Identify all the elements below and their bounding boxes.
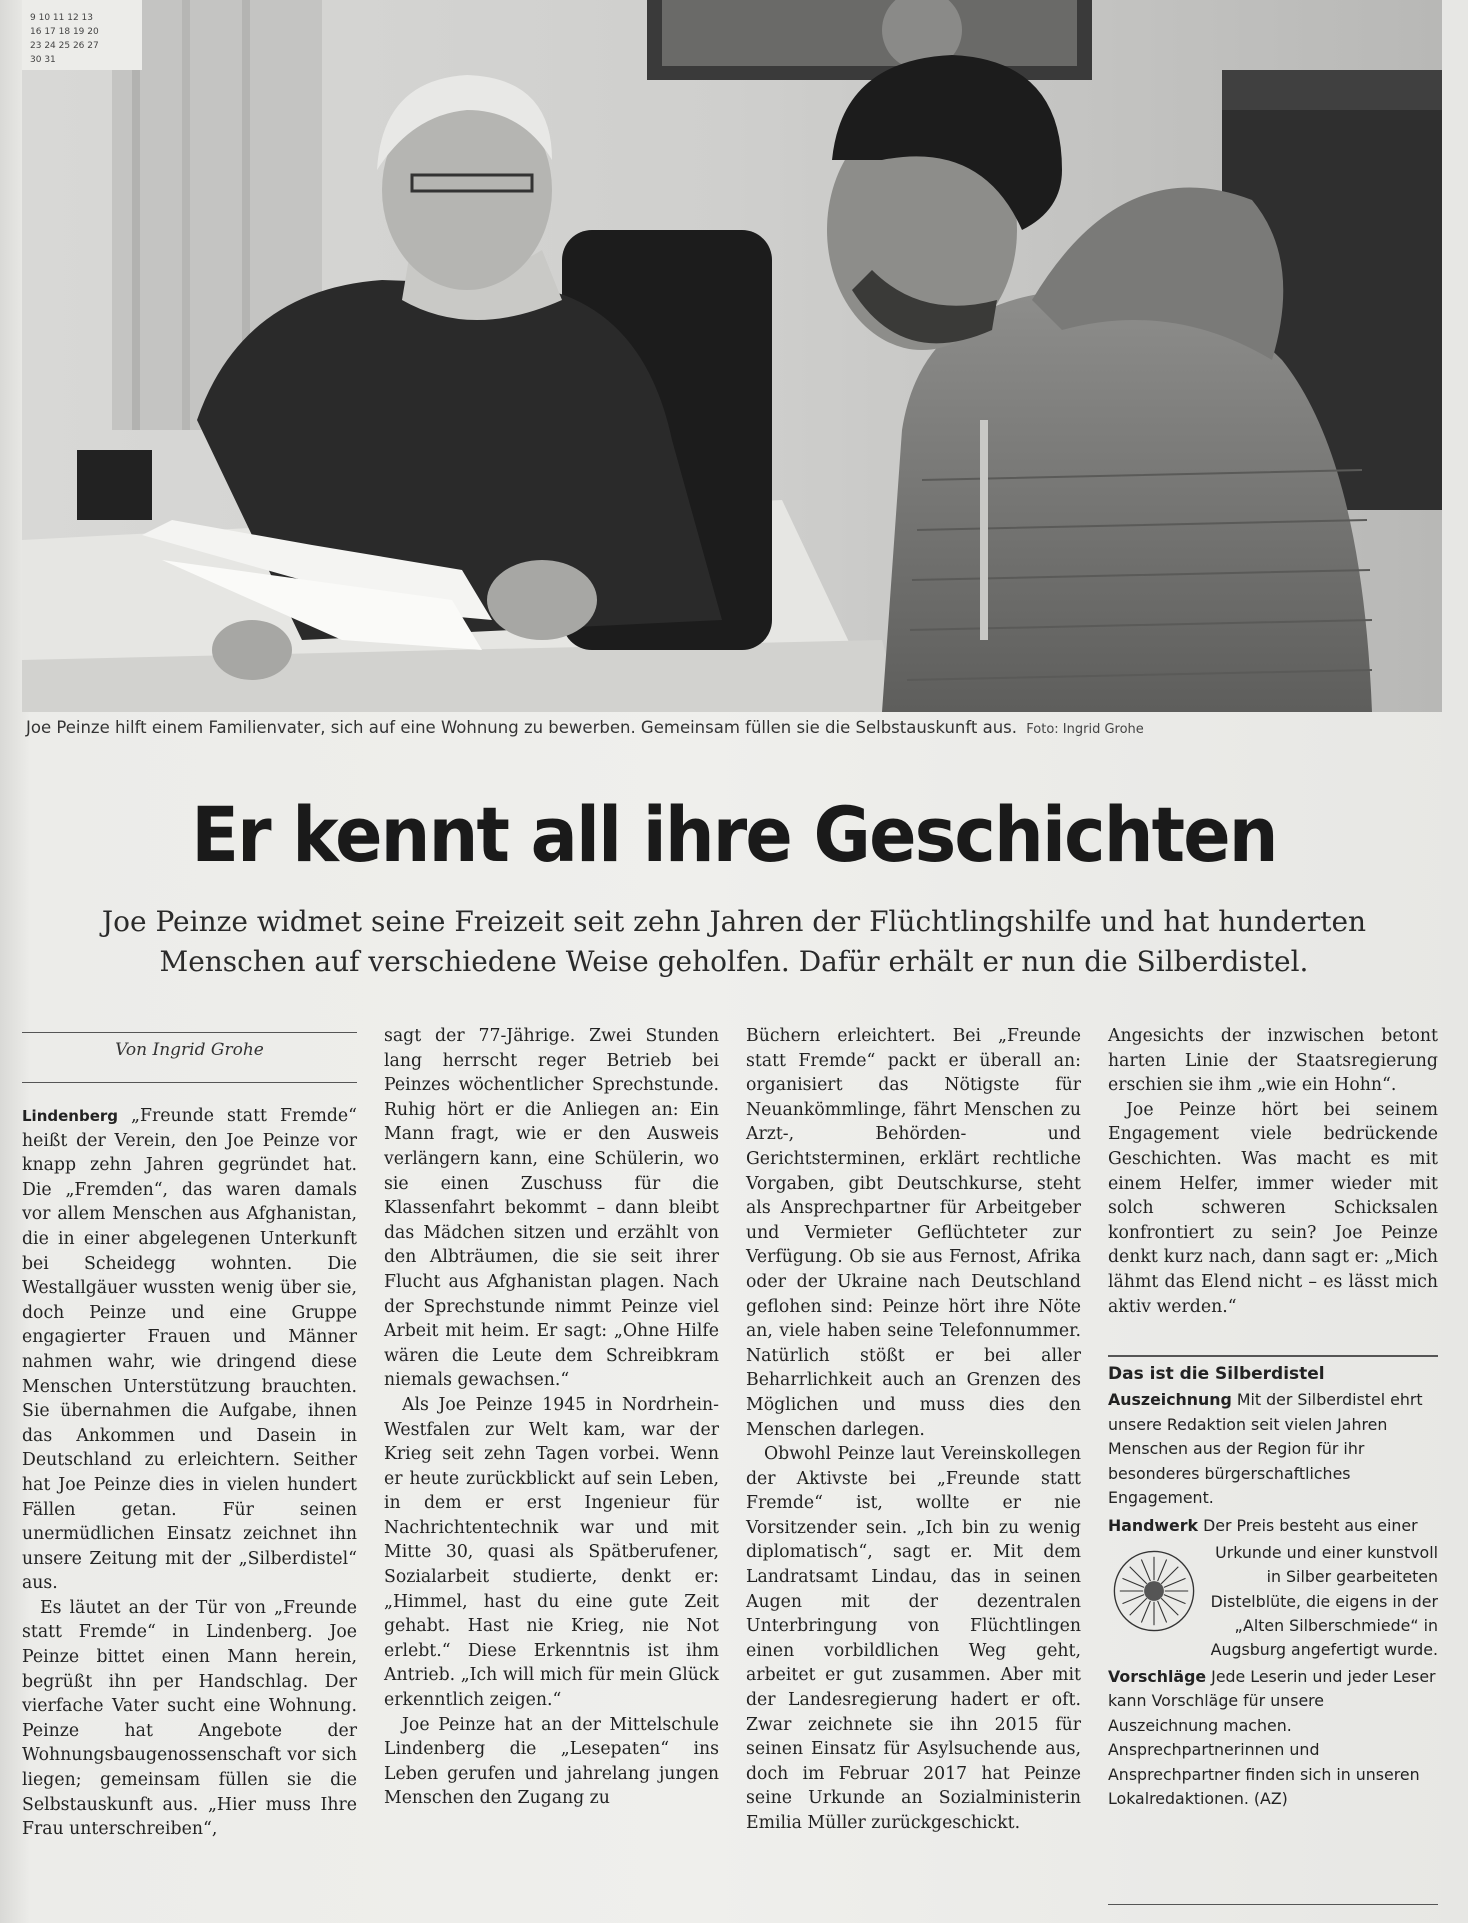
article-paragraph bbox=[22, 1104, 357, 1596]
section-text: Urkunde und einer kunstvoll in Silber gearbeiteten Distelblüte, die eigens in der „Alten Silberschmiede“ in Augsburg angefertigt wurde. bbox=[1210, 1542, 1438, 1660]
article-photo bbox=[22, 0, 1442, 712]
article-paragraph: Büchern erleichtert. Bei „Freunde statt Fremde“ packt er überall an: organisiert das Nötigste für Neuankömmlinge, fährt Menschen zu Arzt-, Behörden- und Gerichtsterminen, erklärt rechtliche Vorgaben, gibt Deutschkurse, steht als Ansprechpartner für Arbeitgeber und Vermieter Geflüchteter zur Verfügung. Ob sie aus Fernost, Afrika oder der Ukraine nach Deutschland geflohen sind: Peinze hört ihre Nöte an, viele haben seine Telefonnummer. Natürlich stößt er bei aller Beharrlichkeit auch an Grenzen des Möglichen und muss dies den Menschen darlegen. bbox=[746, 1026, 1081, 1440]
photo-illustration bbox=[22, 0, 1442, 712]
article-paragraph: Als Joe Peinze 1945 in Nordrhein-Westfalen zur Welt kam, war der Krieg seit zehn Tagen vorbei. Wenn er heute zurückblickt auf sein Leben, in dem er erst Ingenieur für Nachrichtentechnik war und mit Mitte 30, quasi als Spätberufener, Sozialarbeit studierte, denkt er: „Himmel, hast du eine gute Zeit gehabt. Hast nie Krieg, nie Not erlebt.“ Diese Erkenntnis ist ihm Antrieb. „Ich will mich für mein Glück erkenntlich zeigen.“ bbox=[384, 1394, 719, 1711]
article-paragraph: Angesichts der inzwischen betont harten Linie der Staatsregierung erschien sie ihm „wie ein Hohn“. bbox=[1108, 1026, 1438, 1096]
article-column-4 bbox=[1108, 1024, 1438, 1319]
byline-rule-bottom bbox=[22, 1082, 357, 1083]
photo-caption bbox=[26, 718, 1406, 737]
paragraph-text: „Freunde statt Fremde“ heißt der Verein, den Joe Peinze vor knapp zehn Jahren gegründet hat. Die „Fremden“, das waren damals vor allem Menschen aus Afghanistan, die in einer abgelegenen Unterkunft bei Scheidegg wohnten. Die Westallgäuer wussten wenig über sie, doch Peinze und eine Gruppe engagierter Frauen und Männer nahmen wahr, wie dringend diese Menschen Unterstützung brauchten. Sie übernahmen die Aufgabe, ihnen das Ankommen und Dasein in Deutschland zu erleichtern. Seither hat Joe Peinze dies in vielen hundert Fällen getan. Für seinen unermüdlichen Einsatz zeichnet ihn unsere Zeitung mit der „Silberdistel“ aus. bbox=[22, 1106, 357, 1594]
calendar-row-4: 30 31 bbox=[30, 55, 56, 65]
byline-rule-top bbox=[22, 1032, 357, 1033]
section-text: Mit der Silberdistel ehrt unsere Redaktion seit vielen Jahren Menschen aus der Region für ihr besonderes bürgerschaftliches Engagement. bbox=[1108, 1390, 1423, 1508]
section-label: Auszeichnung bbox=[1108, 1390, 1232, 1410]
handwerk-detail bbox=[1108, 1541, 1438, 1663]
dateline: Lindenberg bbox=[22, 1107, 119, 1125]
photo-credit: Foto: Ingrid Grohe bbox=[1026, 722, 1144, 737]
article-paragraph: sagt der 77-Jährige. Zwei Stunden lang herrscht reger Betrieb bei Peinzes wöchentlicher Sprechstunde. Ruhig hört er die Anliegen an: Ein Mann fragt, wie er den Ausweis verlängern kann, eine Schülerin, wo sie einen Zuschuss für die Klassenfahrt bekommt – dann bleibt das Mädchen sitzen und erzählt von den Albträumen, die sie seit ihrer Flucht aus Afghanistan plagen. Nach der Sprechstunde nimmt Peinze viel Arbeit mit heim. Er sagt: „Ohne Hilfe wären die Leute dem Schreibkram niemals gewachsen.“ bbox=[384, 1026, 719, 1391]
article-column-1 bbox=[22, 1104, 357, 1842]
section-text: Jede Leserin und jeder Leser kann Vorschläge für unsere Auszeichnung machen. Ansprechpartnerinnen und Ansprechpartner finden sich in unseren Lokalredaktionen. (AZ) bbox=[1108, 1666, 1436, 1808]
silberdistel-emblem bbox=[1108, 1541, 1200, 1641]
infobox-rule-top bbox=[1108, 1355, 1438, 1357]
article-paragraph: Joe Peinze hat an der Mittelschule Lindenberg die „Lesepaten“ ins Leben gerufen und jahrelang jungen Menschen den Zugang zu bbox=[384, 1714, 719, 1809]
silberdistel-infobox bbox=[1108, 1362, 1438, 1811]
calendar-row-1: 9 10 11 12 13 bbox=[30, 13, 93, 23]
subhead-line-2: Menschen auf verschiedene Weise geholfen. Dafür erhält er nun die Silberdistel. bbox=[159, 945, 1309, 978]
infobox-section-handwerk bbox=[1108, 1514, 1438, 1662]
headline: Er kennt all ihre Geschichten bbox=[191, 790, 1277, 879]
infobox-section-vorschlaege bbox=[1108, 1665, 1438, 1811]
caption-text: Joe Peinze hilft einem Familienvater, sich auf eine Wohnung zu bewerben. Gemeinsam füllen sie die Selbstauskunft aus. bbox=[26, 718, 1017, 737]
subheadline bbox=[40, 902, 1428, 982]
article-paragraph: Es läutet an der Tür von „Freunde statt Fremde“ in Lindenberg. Joe Peinze bittet einen Mann herein, begrüßt ihn per Handschlag. Der vierfache Vater sucht eine Wohnung. Peinze hat Angebote der Wohnungsbaugenossenschaft vor sich liegen; gemeinsam füllen sie die Selbstauskunft aus. „Hier muss Ihre Frau unterschreiben“, bbox=[22, 1597, 357, 1840]
thistle-flower-icon bbox=[1109, 1546, 1199, 1636]
subhead-line-1: Joe Peinze widmet seine Freizeit seit zehn Jahren der Flüchtlingshilfe und hat hunderten bbox=[101, 905, 1367, 938]
section-label: Handwerk bbox=[1108, 1516, 1199, 1536]
article-paragraph: Obwohl Peinze laut Vereinskollegen der Aktivste bei „Freunde statt Fremde“ ist, wollte er nie Vorsitzender sein. „Ich bin zu wenig diplomatisch“, sagt er. Mit dem Landratsamt Lindau, das in seinen Augen mit der dezentralen Unterbringung von Flüchtlingen einen vorbildlichen Weg geht, arbeitet er gut zusammen. Aber mit der Landesregierung hadert er oft. Zwar zeichnete sie ihn 2015 für seinen Einsatz für Asylsuchende aus, doch im Februar 2017 hat Peinze seine Urkunde an Sozialministerin Emilia Müller zurückgeschickt. bbox=[746, 1444, 1081, 1833]
infobox-title: Das ist die Silberdistel bbox=[1108, 1364, 1325, 1384]
calendar-row-3: 23 24 25 26 27 bbox=[30, 41, 99, 51]
infobox-section-auszeichnung bbox=[1108, 1388, 1438, 1510]
section-label: Vorschläge bbox=[1108, 1666, 1207, 1686]
article-column-2 bbox=[384, 1024, 719, 1811]
calendar-row-2: 16 17 18 19 20 bbox=[30, 27, 99, 37]
article-column-3 bbox=[746, 1024, 1081, 1836]
infobox-rule-bottom bbox=[1108, 1904, 1438, 1905]
section-text: Der Preis besteht aus einer bbox=[1203, 1516, 1418, 1536]
byline: Von Ingrid Grohe bbox=[115, 1040, 264, 1060]
article-paragraph: Joe Peinze hört bei seinem Engagement viele bedrückende Geschichten. Was macht es mit einem Helfer, immer wieder mit solch schweren Schicksalen konfrontiert zu sein? Joe Peinze denkt kurz nach, dann sagt er: „Mich lähmt das Elend nicht – es lässt mich aktiv werden.“ bbox=[1108, 1099, 1438, 1317]
